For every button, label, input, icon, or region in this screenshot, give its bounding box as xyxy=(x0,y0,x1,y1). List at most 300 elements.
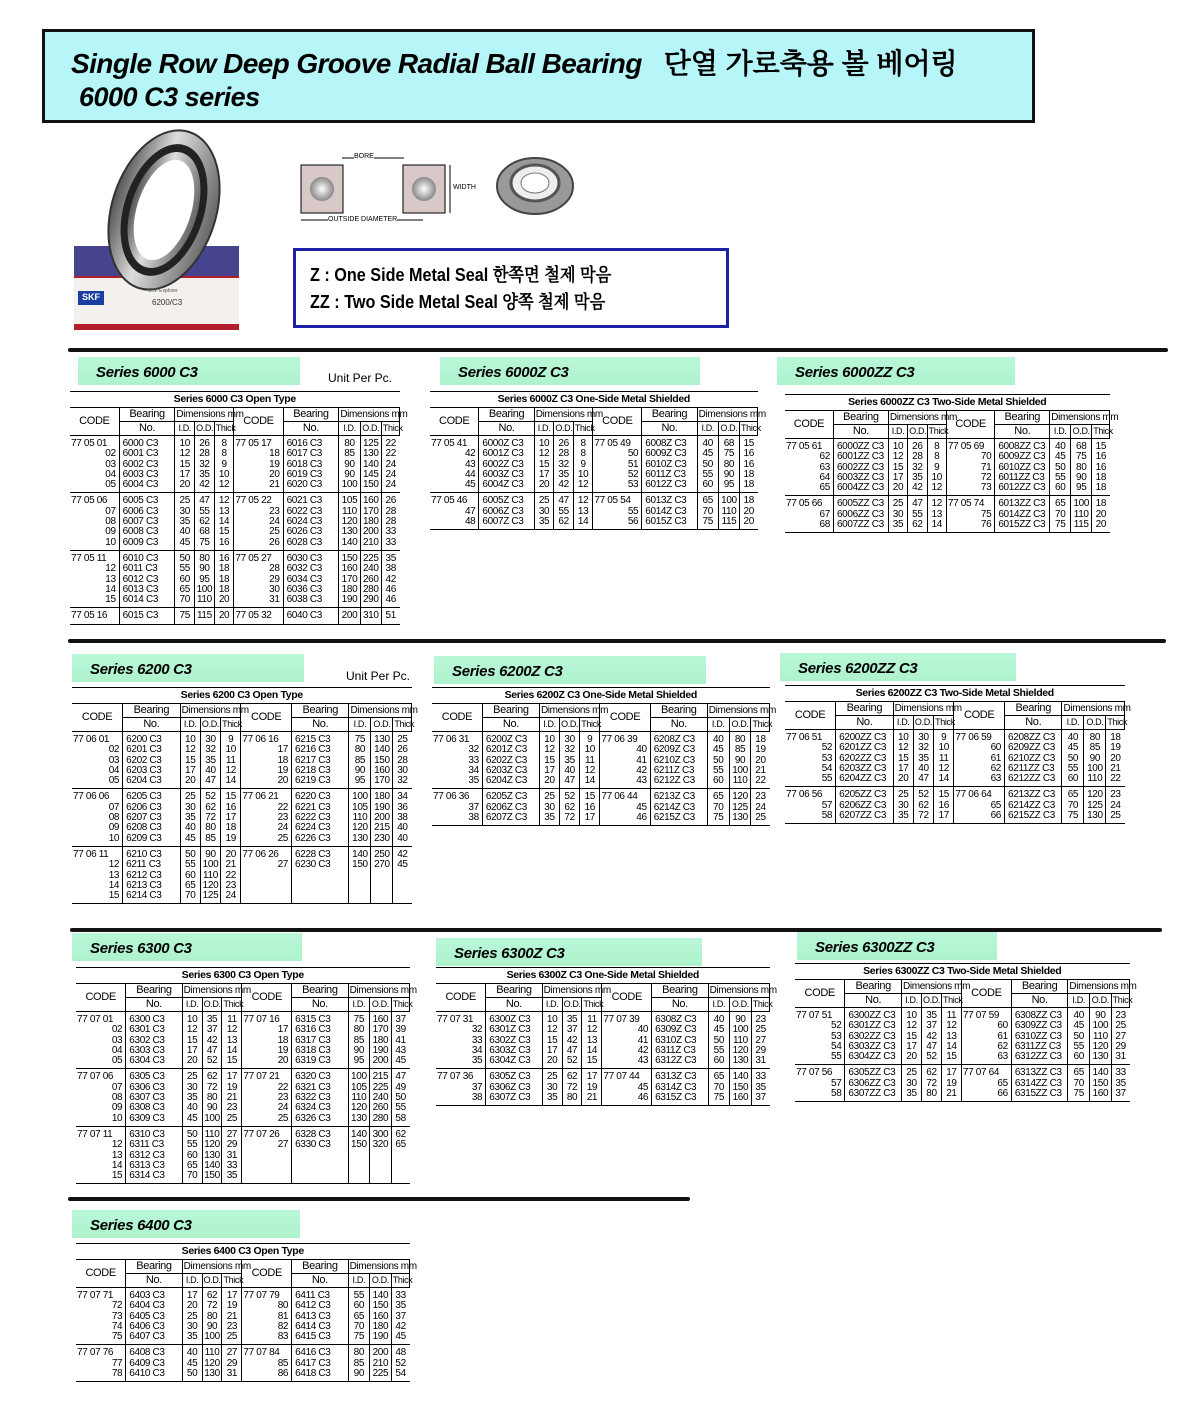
id-cell: 105 xyxy=(339,493,360,507)
thick-cell: 35 xyxy=(1111,1079,1129,1089)
table-title-row xyxy=(76,1244,410,1260)
thick-cell: 24 xyxy=(221,891,241,904)
table-row xyxy=(785,787,1125,801)
od-cell: 100 xyxy=(1084,764,1106,774)
thick-cell: 46 xyxy=(381,595,399,608)
code-cell: 37 xyxy=(471,1081,483,1093)
code-header: CODE xyxy=(72,704,123,732)
code-cell: 13 xyxy=(108,869,120,881)
od-cell: 40 xyxy=(560,766,580,776)
section-divider xyxy=(70,928,1162,932)
thick-cell: 47 xyxy=(391,1069,409,1083)
thick-cell: 25 xyxy=(393,732,412,746)
bearing-no-cell: 6212ZZ C3 xyxy=(1005,774,1062,787)
bearing-no-cell: 6312Z C3 xyxy=(652,1056,708,1069)
thick-cell: 9 xyxy=(580,732,600,746)
id-cell: 85 xyxy=(348,1036,370,1046)
id-cell: 75 xyxy=(1068,1089,1090,1102)
code-cell: 08 xyxy=(111,1092,123,1104)
code-cell: 42 xyxy=(600,766,650,776)
thick-cell: 16 xyxy=(740,449,758,459)
table-row xyxy=(785,774,1125,787)
code-cell xyxy=(241,871,292,881)
table-title: Series 6000ZZ C3 Two-Side Metal Shielded xyxy=(785,395,1110,411)
code-cell: 08 xyxy=(108,812,120,824)
thick-cell: 8 xyxy=(927,439,946,453)
od-header: O.D. xyxy=(200,718,220,732)
od-cell: 80 xyxy=(718,460,739,470)
thick-cell: 15 xyxy=(941,1052,961,1065)
id-cell: 65 xyxy=(707,789,729,803)
od-cell: 80 xyxy=(921,1089,941,1102)
thick-header: Thick xyxy=(934,716,954,730)
code-cell: 35 xyxy=(471,1055,483,1067)
thick-cell: 33 xyxy=(391,1288,409,1302)
header-row xyxy=(76,984,410,998)
code-cell: 56 xyxy=(593,517,642,530)
code-cell: 58 xyxy=(821,810,833,822)
table-row xyxy=(430,436,758,450)
table-row xyxy=(76,1288,410,1302)
od-cell: 95 xyxy=(718,480,739,493)
code-header: CODE xyxy=(785,411,833,439)
id-cell: 120 xyxy=(349,823,371,833)
series-label: Series 6200 C3 xyxy=(72,654,304,682)
od-cell: 32 xyxy=(195,460,215,470)
id-cell: 80 xyxy=(348,1345,370,1359)
thick-cell: 42 xyxy=(391,1322,409,1332)
thick-cell: 14 xyxy=(927,520,946,533)
thick-cell: 8 xyxy=(214,449,234,459)
od-cell: 90 xyxy=(730,1012,752,1026)
id-cell: 30 xyxy=(902,1079,922,1089)
unit-label: Unit Per Pc. xyxy=(328,371,393,385)
od-header: O.D. xyxy=(202,1274,222,1288)
bearing-no-cell: 6210ZZ C3 xyxy=(1005,754,1062,764)
id-cell: 15 xyxy=(888,463,907,473)
table-row xyxy=(72,881,412,891)
code-cell: 25 xyxy=(242,1114,292,1127)
table-row xyxy=(785,730,1125,744)
bearing-no-cell: 6407 C3 xyxy=(126,1332,182,1345)
od-cell: 230 xyxy=(371,834,393,847)
od-header: O.D. xyxy=(371,718,393,732)
id-cell: 17 xyxy=(534,470,554,480)
id-cell: 25 xyxy=(534,493,554,507)
od-cell: 30 xyxy=(560,732,580,746)
thick-cell: 32 xyxy=(393,776,412,789)
code-cell: 12 xyxy=(108,859,120,871)
code-cell: 65 xyxy=(954,801,1005,811)
bearing-no-cell: 6013Z C3 xyxy=(642,493,697,507)
code-cell: 42 xyxy=(464,448,476,460)
od-cell: 215 xyxy=(371,823,393,833)
id-cell: 20 xyxy=(893,774,913,787)
od-cell: 62 xyxy=(908,520,927,533)
thick-cell: 21 xyxy=(941,1089,961,1102)
id-cell: 55 xyxy=(182,1140,202,1150)
code-cell: 77 06 26 xyxy=(241,846,292,860)
od-cell: 125 xyxy=(200,891,220,904)
bearing-header: Bearing xyxy=(283,408,339,422)
thick-cell: 20 xyxy=(740,507,758,517)
code-header: CODE xyxy=(436,984,486,1012)
bearing-no-cell: 6036 C3 xyxy=(283,585,339,595)
bearing-header: Bearing xyxy=(836,702,893,716)
table-row xyxy=(795,1089,1130,1102)
od-cell: 140 xyxy=(202,1161,222,1171)
thick-cell: 18 xyxy=(214,585,234,595)
od-cell: 150 xyxy=(730,1083,752,1093)
id-cell: 180 xyxy=(339,585,360,595)
id-cell: 10 xyxy=(539,732,559,746)
header-row xyxy=(70,408,400,422)
table-row xyxy=(430,493,758,507)
thick-cell: 15 xyxy=(222,1056,242,1069)
table-row xyxy=(76,1171,410,1184)
code-cell: 23 xyxy=(242,1093,292,1103)
id-cell: 15 xyxy=(542,1036,562,1046)
od-header: O.D. xyxy=(921,994,941,1008)
od-cell: 75 xyxy=(195,538,215,551)
id-cell: 65 xyxy=(708,1069,730,1083)
id-cell: 60 xyxy=(182,1151,202,1161)
id-cell: 10 xyxy=(902,1008,922,1022)
id-cell: 12 xyxy=(175,449,195,459)
bearing-no-cell: 6204 C3 xyxy=(123,776,180,789)
bearing-no-cell: 6309Z C3 xyxy=(652,1025,708,1035)
thick-cell: 16 xyxy=(1092,463,1110,473)
bearing-no-cell: 6307Z C3 xyxy=(486,1093,542,1106)
thick-cell: 12 xyxy=(214,493,234,507)
bearing-table-6300 xyxy=(76,967,417,1184)
thick-header: Thick xyxy=(751,998,769,1012)
thick-cell: 30 xyxy=(393,766,412,776)
code-cell: 03 xyxy=(111,1034,123,1046)
bearing-no-cell: 6002Z C3 xyxy=(479,460,534,470)
bearing-no-cell: 6213Z C3 xyxy=(650,789,707,803)
thick-cell: 20 xyxy=(221,846,241,860)
code-cell: 28 xyxy=(234,564,283,574)
thick-cell: 18 xyxy=(1106,730,1125,744)
table-title: Series 6300ZZ C3 Two-Side Metal Shielded xyxy=(795,964,1130,980)
code-cell: 20 xyxy=(241,776,292,789)
code-cell: 77 05 32 xyxy=(234,608,283,624)
thick-cell: 19 xyxy=(941,1079,961,1089)
od-cell: 52 xyxy=(200,789,220,803)
id-cell: 17 xyxy=(893,764,913,774)
bearing-no-cell: 6001Z C3 xyxy=(479,449,534,459)
od-header: O.D. xyxy=(195,422,215,436)
bearing-no-cell: 6408 C3 xyxy=(126,1345,182,1359)
code-cell: 77 05 01 xyxy=(71,438,108,449)
od-cell: 170 xyxy=(360,507,381,517)
od-cell: 125 xyxy=(729,803,751,813)
bearing-no-cell: 6001ZZ C3 xyxy=(833,452,888,462)
code-cell: 57 xyxy=(830,1077,842,1089)
code-cell: 40 xyxy=(600,745,650,755)
thick-cell: 13 xyxy=(927,510,946,520)
thick-cell: 20 xyxy=(1092,520,1110,533)
bearing-no-cell: 6202ZZ C3 xyxy=(836,754,893,764)
od-cell: 225 xyxy=(360,550,381,564)
od-cell: 90 xyxy=(718,470,739,480)
bearing-no-cell: 6417 C3 xyxy=(292,1359,348,1369)
bearing-no-cell: 6009 C3 xyxy=(119,538,175,551)
id-cell: 40 xyxy=(697,436,718,450)
code-cell: 12 xyxy=(105,563,116,575)
code-cell: 17 xyxy=(242,1025,292,1035)
id-cell: 75 xyxy=(175,608,195,624)
id-cell: 65 xyxy=(180,881,200,891)
bearing-photo-small xyxy=(494,155,576,222)
bearing-no-cell: 6230 C3 xyxy=(292,860,349,870)
table-title: Series 6200 C3 Open Type xyxy=(72,688,412,704)
id-cell xyxy=(348,1161,370,1171)
code-cell: 77 xyxy=(111,1357,123,1369)
table-row xyxy=(76,1056,410,1069)
bearing-header: Bearing xyxy=(123,704,180,718)
thick-cell: 24 xyxy=(381,470,399,480)
thick-cell: 54 xyxy=(391,1369,409,1382)
bearing-no-cell: 6413 C3 xyxy=(292,1312,348,1322)
code-header: CODE xyxy=(593,408,642,436)
id-cell: 55 xyxy=(697,470,718,480)
id-cell: 10 xyxy=(888,439,907,453)
bearing-table-6300zz xyxy=(795,963,1137,1102)
thick-cell: 14 xyxy=(934,774,954,787)
od-cell: 52 xyxy=(921,1052,941,1065)
id-cell: 60 xyxy=(707,776,729,789)
table-title: Series 6200Z C3 One-Side Metal Shielded xyxy=(432,688,770,704)
code-cell: 76 xyxy=(946,520,994,533)
thick-cell: 31 xyxy=(1111,1052,1129,1065)
thick-cell: 23 xyxy=(221,881,241,891)
id-cell: 20 xyxy=(182,1301,202,1311)
bearing-no-cell: 6012 C3 xyxy=(119,575,175,585)
id-cell: 70 xyxy=(707,803,729,813)
od-cell: 62 xyxy=(554,517,574,530)
dimensions-header: Dimensions mm xyxy=(708,705,776,716)
id-cell xyxy=(349,871,371,881)
id-cell: 75 xyxy=(1062,811,1084,824)
od-cell: 150 xyxy=(370,1301,392,1311)
od-header: O.D. xyxy=(1071,425,1092,439)
bearing-no-cell: 6200ZZ C3 xyxy=(836,730,893,744)
code-cell: 77 07 31 xyxy=(437,1014,474,1025)
bearing-no-cell: 6226 C3 xyxy=(292,834,349,847)
bearing-no-cell: 6300ZZ C3 xyxy=(845,1008,902,1022)
table-row xyxy=(72,834,412,847)
code-cell: 77 05 66 xyxy=(785,496,833,510)
thick-cell: 18 xyxy=(214,575,234,585)
thick-cell: 35 xyxy=(391,1301,409,1311)
code-cell: 43 xyxy=(602,1056,652,1069)
dimensions-header: Dimensions mm xyxy=(340,409,408,420)
od-cell xyxy=(371,891,393,904)
od-cell: 55 xyxy=(195,507,215,517)
od-cell: 28 xyxy=(554,449,574,459)
bearing-no-cell: 6206 C3 xyxy=(123,803,180,813)
table-title: Series 6000 C3 Open Type xyxy=(70,392,400,408)
od-cell: 100 xyxy=(1090,1021,1112,1031)
thick-cell: 12 xyxy=(221,766,241,776)
code-cell: 60 xyxy=(961,1021,1011,1031)
id-header: I.D. xyxy=(348,1274,370,1288)
code-cell: 81 xyxy=(242,1312,292,1322)
bearing-no-cell: 6219 C3 xyxy=(292,776,349,789)
bearing-no-cell: 6206ZZ C3 xyxy=(836,801,893,811)
id-cell: 17 xyxy=(902,1042,922,1052)
table-row xyxy=(432,732,770,746)
table-title-row xyxy=(76,968,410,984)
id-cell: 15 xyxy=(534,460,554,470)
id-cell: 95 xyxy=(348,1056,370,1069)
code-cell: 71 xyxy=(946,463,994,473)
bearing-no-cell: 6410 C3 xyxy=(126,1369,182,1382)
dimensions-header: Dimensions mm xyxy=(889,412,957,423)
bearing-no-cell: 6011ZZ C3 xyxy=(995,473,1050,483)
header-subrow xyxy=(785,425,1110,439)
id-cell: 85 xyxy=(348,1359,370,1369)
table-row xyxy=(70,493,400,507)
bearing-table-6000z xyxy=(430,391,766,530)
thick-cell: 10 xyxy=(927,473,946,483)
code-cell: 77 06 21 xyxy=(241,789,292,803)
dimensions-header: Dimensions mm xyxy=(540,705,609,716)
code-cell: 73 xyxy=(111,1310,123,1322)
bearing-no-cell: 6304Z C3 xyxy=(486,1056,542,1069)
od-cell: 26 xyxy=(195,436,215,450)
bearing-no-cell: 6017 C3 xyxy=(283,449,339,459)
code-cell: 61 xyxy=(961,1032,1011,1042)
id-cell: 120 xyxy=(348,1103,370,1113)
thick-cell: 58 xyxy=(391,1114,409,1127)
od-cell: 42 xyxy=(908,483,927,496)
code-cell: 45 xyxy=(602,1083,652,1093)
thick-cell: 27 xyxy=(222,1126,242,1140)
thick-cell: 18 xyxy=(214,564,234,574)
thick-cell: 28 xyxy=(393,756,412,766)
bearing-no-cell: 6214 C3 xyxy=(123,891,180,904)
od-header: O.D. xyxy=(370,998,392,1012)
code-cell: 77 05 16 xyxy=(70,608,119,624)
bearing-header: Bearing xyxy=(1011,980,1068,994)
code-cell: 74 xyxy=(111,1320,123,1332)
od-cell: 62 xyxy=(921,1065,941,1079)
bearing-no-cell: 6308 C3 xyxy=(126,1103,182,1113)
id-cell: 30 xyxy=(182,1322,202,1332)
code-cell: 80 xyxy=(242,1301,292,1311)
code-cell: 04 xyxy=(111,1044,123,1056)
thick-cell xyxy=(391,1151,409,1161)
table-row xyxy=(70,550,400,564)
code-cell: 48 xyxy=(464,516,476,528)
code-cell: 77 07 16 xyxy=(242,1012,292,1026)
thick-cell: 20 xyxy=(214,595,234,608)
bearing-no-cell: 6003ZZ C3 xyxy=(833,473,888,483)
od-header: O.D. xyxy=(360,422,381,436)
thick-cell: 40 xyxy=(393,834,412,847)
id-cell: 70 xyxy=(182,1171,202,1184)
id-cell: 12 xyxy=(542,1025,562,1035)
od-cell: 125 xyxy=(360,436,381,450)
bearing-no-cell: 6028 C3 xyxy=(283,538,339,551)
thick-cell: 19 xyxy=(1106,743,1125,753)
bearing-no-cell: 6314ZZ C3 xyxy=(1011,1079,1068,1089)
code-cell: 41 xyxy=(602,1036,652,1046)
id-header: I.D. xyxy=(182,998,202,1012)
bearing-no-cell: 6330 C3 xyxy=(292,1140,348,1150)
thick-cell: 15 xyxy=(214,527,234,537)
bearing-header: Bearing xyxy=(833,411,888,425)
od-cell: 90 xyxy=(195,564,215,574)
bearing-no-cell xyxy=(292,1161,348,1171)
code-cell: 77 05 49 xyxy=(593,436,642,450)
bearing-no-cell: 6002ZZ C3 xyxy=(833,463,888,473)
id-cell: 45 xyxy=(708,1025,730,1035)
bearing-no-cell: 6030 C3 xyxy=(283,550,339,564)
od-cell: 35 xyxy=(200,756,220,766)
id-header: I.D. xyxy=(182,1274,202,1288)
id-cell: 35 xyxy=(175,517,195,527)
bearing-no-cell xyxy=(292,1151,348,1161)
code-cell: 09 xyxy=(108,822,120,834)
od-cell xyxy=(370,1171,392,1184)
bearing-no-cell xyxy=(292,1171,348,1184)
id-header: I.D. xyxy=(1050,425,1071,439)
bearing-no-cell: 6321 C3 xyxy=(292,1083,348,1093)
thick-cell: 13 xyxy=(573,507,593,517)
bearing-no-cell: 6302 C3 xyxy=(126,1036,182,1046)
od-cell: 72 xyxy=(202,1083,222,1093)
table-title-row xyxy=(432,688,770,704)
bearing-no-header: No. xyxy=(119,422,175,436)
id-cell: 100 xyxy=(349,789,371,803)
id-cell: 75 xyxy=(707,813,729,826)
od-cell: 130 xyxy=(730,1056,752,1069)
thick-cell: 8 xyxy=(573,449,593,459)
thick-cell: 14 xyxy=(221,776,241,789)
thick-cell: 51 xyxy=(381,608,399,624)
table-row xyxy=(785,520,1110,533)
bearing-no-cell: 6309ZZ C3 xyxy=(1011,1021,1068,1031)
bearing-no-cell: 6307 C3 xyxy=(126,1093,182,1103)
od-cell: 150 xyxy=(202,1171,222,1184)
od-cell: 35 xyxy=(921,1008,941,1022)
code-cell: 86 xyxy=(242,1369,292,1382)
id-cell: 40 xyxy=(180,823,200,833)
od-cell: 47 xyxy=(921,1042,941,1052)
od-cell: 120 xyxy=(730,1046,752,1056)
od-cell: 85 xyxy=(1084,743,1106,753)
bearing-no-cell: 6315ZZ C3 xyxy=(1011,1089,1068,1102)
bearing-no-cell: 6319 C3 xyxy=(292,1056,348,1069)
thick-cell: 16 xyxy=(214,538,234,551)
id-header: I.D. xyxy=(339,422,360,436)
bearing-header: Bearing xyxy=(845,980,902,994)
id-cell: 40 xyxy=(1062,730,1084,744)
od-cell: 42 xyxy=(562,1036,582,1046)
bearing-no-header: No. xyxy=(995,425,1050,439)
id-cell: 35 xyxy=(534,517,554,530)
bearing-no-cell: 6000 C3 xyxy=(119,436,175,450)
bearing-no-cell: 6007ZZ C3 xyxy=(833,520,888,533)
thick-cell: 31 xyxy=(751,1056,769,1069)
thick-cell: 12 xyxy=(941,1021,961,1031)
bearing-no-cell: 6404 C3 xyxy=(126,1301,182,1311)
thick-cell: 13 xyxy=(214,507,234,517)
